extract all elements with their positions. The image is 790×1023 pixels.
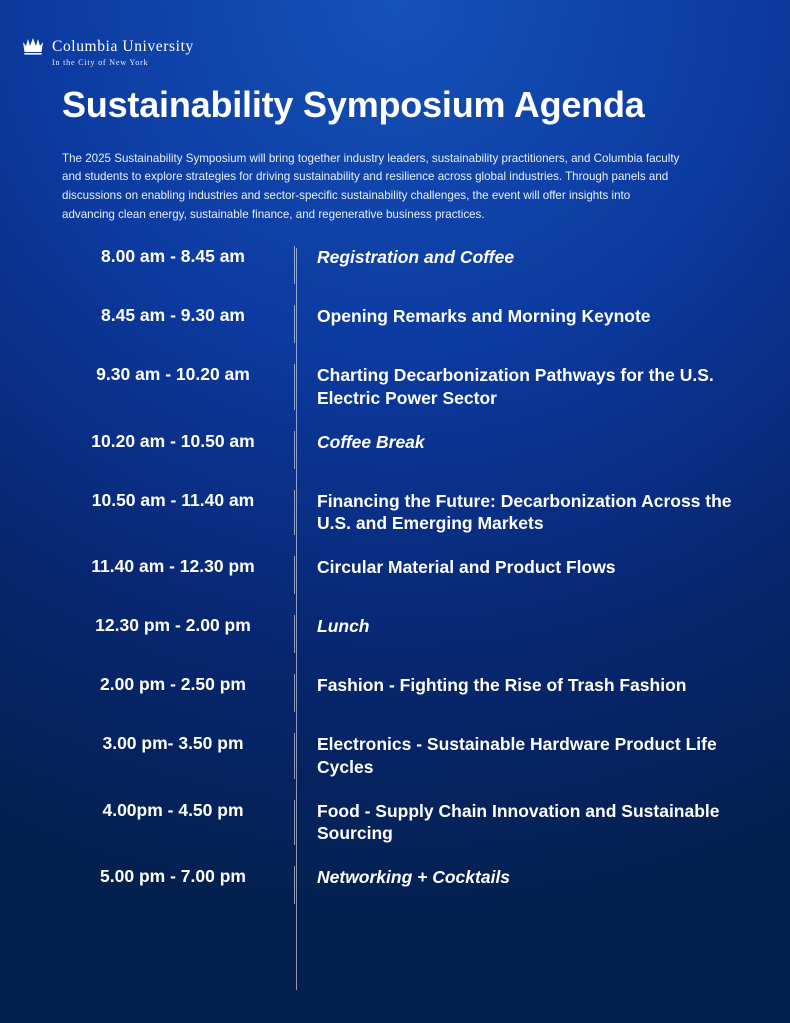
logo-text-block	[52, 36, 194, 67]
agenda-row-time: 2.00 pm - 2.50 pm	[100, 674, 246, 694]
agenda-row-description: Opening Remarks and Morning Keynote	[317, 306, 651, 326]
agenda-row-separator	[294, 556, 295, 594]
agenda-row	[62, 615, 742, 653]
agenda-row-description: Circular Material and Product Flows	[317, 557, 616, 577]
crown-icon	[22, 36, 44, 56]
agenda-row	[62, 246, 742, 284]
agenda-row-description: Fashion - Fighting the Rise of Trash Fashion	[317, 675, 687, 695]
agenda-row-separator	[294, 733, 295, 779]
agenda-row	[62, 800, 742, 846]
agenda-row	[62, 431, 742, 469]
agenda-row-time: 9.30 am - 10.20 am	[96, 364, 250, 384]
agenda-row-description: Financing the Future: Decarbonization Across the U.S. and Emerging Markets	[317, 490, 732, 534]
agenda-row	[62, 490, 742, 536]
agenda-row-description: Electronics - Sustainable Hardware Product Life Cycles	[317, 734, 717, 777]
logo-university-name: Columbia University	[52, 38, 194, 55]
agenda-row-separator	[294, 615, 295, 653]
page-title: Sustainability Symposium Agenda	[62, 84, 645, 125]
agenda-row-separator	[294, 364, 295, 410]
logo-tagline: In the City of New York	[52, 58, 149, 67]
agenda-list	[62, 246, 742, 904]
columbia-logo	[22, 36, 194, 67]
agenda-row	[62, 364, 742, 410]
agenda-row-separator	[294, 305, 295, 343]
agenda-row-time: 12.30 pm - 2.00 pm	[95, 615, 251, 635]
agenda-row	[62, 733, 742, 779]
agenda-row-time: 4.00pm - 4.50 pm	[102, 799, 244, 820]
agenda-row-description: Charting Decarbonization Pathways for the U.S. Electric Power Sector	[317, 365, 714, 408]
agenda-row-time: 10.20 am - 10.50 am	[91, 430, 255, 451]
agenda-row-separator	[294, 490, 295, 536]
agenda-row-time: 5.00 pm - 7.00 pm	[100, 866, 246, 886]
agenda-row	[62, 866, 742, 904]
agenda-row-time: 8.00 am - 8.45 am	[101, 246, 245, 266]
agenda-row-separator	[294, 866, 295, 904]
agenda-row-separator	[294, 674, 295, 712]
agenda-row-description: Lunch	[317, 616, 370, 636]
agenda-row-time: 8.45 am - 9.30 am	[101, 305, 245, 325]
agenda-row	[62, 305, 742, 343]
intro-paragraph: The 2025 Sustainability Symposium will bring together industry leaders, sustainability practitioners, and Columbia faculty and students to explore strategies for driving sustainability and resilience across global industries. Through panels and discussions on enabling industries and sector-specific sustainability challenges, the event will offer insights into advancing clean energy, sustainable finance, and regenerative business practices.	[62, 151, 680, 221]
agenda-row-separator	[294, 800, 295, 846]
agenda-row-time: 11.40 am - 12.30 pm	[91, 556, 255, 576]
agenda-row-separator	[294, 431, 295, 469]
agenda-row-description: Food - Supply Chain Innovation and Sustainable Sourcing	[317, 800, 720, 844]
agenda-row	[62, 556, 742, 594]
agenda-row-separator	[294, 246, 295, 284]
agenda-row-description: Coffee Break	[317, 431, 425, 452]
agenda-row	[62, 674, 742, 712]
agenda-row-time: 3.00 pm- 3.50 pm	[102, 733, 244, 753]
agenda-row-description: Networking + Cocktails	[317, 867, 511, 887]
agenda-row-description: Registration and Coffee	[317, 247, 515, 267]
agenda-row-time: 10.50 am - 11.40 am	[91, 489, 255, 510]
